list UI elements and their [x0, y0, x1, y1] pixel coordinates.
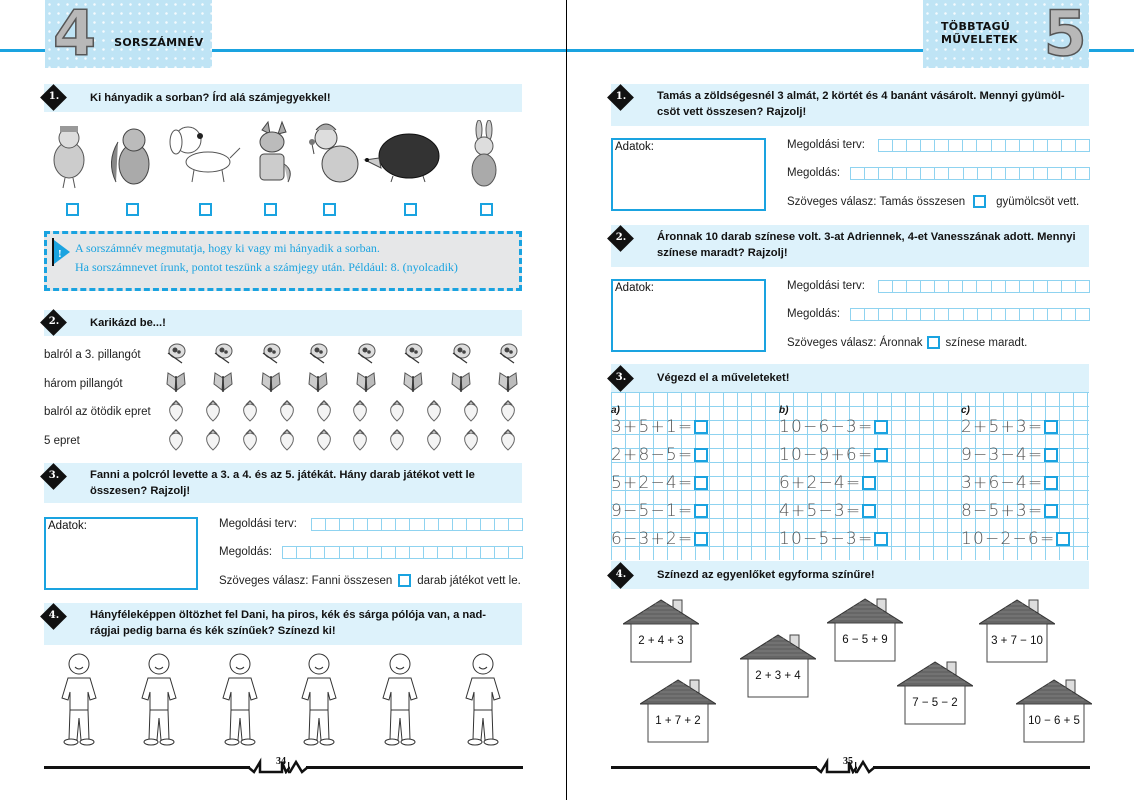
- task-text: Karikázd be...!: [90, 317, 166, 329]
- butterfly-icon[interactable]: [496, 370, 520, 394]
- answer-box[interactable]: [199, 203, 212, 216]
- result-box[interactable]: [1056, 532, 1070, 546]
- row-label: három pillangót: [44, 378, 123, 390]
- info-line-2: Ha sorszámnevet írunk, pontot teszünk a számjegy után. Például: 8. (nyolcadik): [75, 260, 458, 274]
- math-expression: [961, 529, 1070, 549]
- math-expression: [779, 473, 876, 493]
- plan-input[interactable]: [878, 280, 1090, 293]
- task-number: 2.: [615, 232, 627, 243]
- expression-text: 10−6−3=: [779, 417, 874, 437]
- task-1-bar: [611, 84, 1089, 126]
- butterfly-icon[interactable]: [449, 341, 473, 365]
- result-box[interactable]: [694, 532, 708, 546]
- answer-box[interactable]: [404, 203, 417, 216]
- row-label: 5 epret: [44, 435, 80, 447]
- math-expression: [611, 529, 708, 549]
- strawberry-icon[interactable]: [385, 428, 409, 452]
- solution-label: Megoldás:: [787, 167, 841, 179]
- chapter-title: [941, 20, 1018, 46]
- answer-box[interactable]: [480, 203, 493, 216]
- expression-text: 9−5−1=: [611, 501, 694, 521]
- row-label: balról a 3. pillangót: [44, 349, 141, 361]
- strawberry-icon[interactable]: [459, 428, 483, 452]
- result-box[interactable]: [862, 476, 876, 490]
- strawberry-icon[interactable]: [275, 399, 299, 423]
- result-box[interactable]: [874, 532, 888, 546]
- solution-input[interactable]: [282, 546, 523, 559]
- task-number: 4.: [48, 610, 60, 621]
- task-text-line-1: Áronnak 10 darab színese volt. 3-at Adriennek, 4-et Vanesszának adott. Mennyi: [657, 231, 1076, 243]
- result-box[interactable]: [694, 476, 708, 490]
- math-expression: [611, 501, 708, 521]
- page-number: 35: [843, 756, 853, 767]
- house-expression: 6 − 5 + 9: [842, 634, 888, 646]
- butterfly-icon[interactable]: [164, 341, 188, 365]
- strawberry-icon[interactable]: [496, 428, 520, 452]
- page-number-notch: [855, 752, 875, 774]
- task-text-line-1: Fanni a polcról levette a 3. a 4. és az 5. játékát. Hány darab játékot vett le: [90, 469, 475, 481]
- answer-box[interactable]: [323, 203, 336, 216]
- strawberry-icon[interactable]: [201, 428, 225, 452]
- expression-text: 10−2−6=: [961, 529, 1056, 549]
- task-number: 3.: [615, 372, 627, 383]
- task-text-line-1: Tamás a zöldségesnél 3 almát, 2 körtét és 4 banánt vásárolt. Mennyi gyümöl-: [657, 90, 1065, 102]
- butterfly-icon[interactable]: [401, 370, 425, 394]
- task-text-line-2: csöt vett összesen? Rajzolj!: [657, 106, 807, 118]
- butterfly-icon[interactable]: [306, 341, 330, 365]
- math-expression: [611, 473, 708, 493]
- header-line: [1089, 49, 1134, 52]
- expression-text: 10−9+6=: [779, 445, 874, 465]
- butterfly-icon[interactable]: [164, 370, 188, 394]
- butterfly-icon[interactable]: [259, 370, 283, 394]
- answer-box[interactable]: [126, 203, 139, 216]
- math-expression: [611, 417, 708, 437]
- data-box[interactable]: [611, 279, 766, 352]
- butterfly-icon[interactable]: [306, 370, 330, 394]
- math-expression: [961, 417, 1058, 437]
- strawberry-icon[interactable]: [164, 428, 188, 452]
- butterfly-icon[interactable]: [354, 370, 378, 394]
- boy-figure-icon[interactable]: [377, 652, 423, 748]
- strawberry-icon[interactable]: [201, 399, 225, 423]
- info-box: [44, 231, 522, 291]
- task-2-bar: [44, 310, 522, 336]
- strawberry-icon[interactable]: [496, 399, 520, 423]
- math-expression: [961, 501, 1058, 521]
- task-number: 4.: [615, 569, 627, 580]
- math-expression: [961, 445, 1058, 465]
- task-text: Ki hányadik a sorban? Írd alá számjegyekkel!: [90, 92, 331, 104]
- header-line: [212, 49, 567, 52]
- task-2-bar: [611, 225, 1089, 267]
- answer-prefix: Szöveges válasz: Fanni összesen: [219, 574, 393, 587]
- house-icon[interactable]: [827, 597, 903, 663]
- answer-prefix: Szöveges válasz: Tamás összesen: [787, 195, 966, 208]
- strawberry-icon[interactable]: [422, 428, 446, 452]
- expression-text: 6+2−4=: [779, 473, 862, 493]
- expression-text: 2+8−5=: [611, 445, 694, 465]
- chapter-tile: [45, 0, 212, 68]
- math-expression: [611, 445, 708, 465]
- math-expression: [779, 417, 888, 437]
- expression-text: 9−3−4=: [961, 445, 1044, 465]
- result-box[interactable]: [1044, 504, 1058, 518]
- solution-label: Megoldás:: [787, 308, 841, 320]
- boy-figure-icon[interactable]: [460, 652, 506, 748]
- strawberry-icon[interactable]: [348, 428, 372, 452]
- math-expression: [779, 445, 888, 465]
- house-expression: 3 + 7 − 10: [991, 635, 1043, 647]
- house-icon[interactable]: [740, 633, 816, 699]
- plan-input[interactable]: [878, 139, 1090, 152]
- house-expression: 10 − 6 + 5: [1028, 715, 1080, 727]
- expression-text: 10−5−3=: [779, 529, 874, 549]
- result-box[interactable]: [694, 448, 708, 462]
- strawberry-icon[interactable]: [385, 399, 409, 423]
- dog-icon: [162, 122, 242, 184]
- house-expression: 7 − 5 − 2: [912, 697, 958, 709]
- expression-text: 3+5+1=: [611, 417, 694, 437]
- plan-input[interactable]: [311, 518, 523, 531]
- data-label: Adatok:: [615, 141, 654, 153]
- boy-figure-icon[interactable]: [136, 652, 182, 748]
- strawberry-icon[interactable]: [312, 428, 336, 452]
- expression-text: 8−5+3=: [961, 501, 1044, 521]
- chapter-title: SORSZÁMNÉV: [114, 35, 204, 49]
- strawberry-icon[interactable]: [238, 428, 262, 452]
- expression-text: 5+2−4=: [611, 473, 694, 493]
- house-expression: 2 + 4 + 3: [638, 635, 684, 647]
- plan-label: Megoldási terv:: [787, 280, 865, 292]
- result-box[interactable]: [1044, 476, 1058, 490]
- data-box[interactable]: [611, 138, 766, 211]
- squirrel-icon: [104, 122, 154, 188]
- footer-line: [306, 766, 523, 769]
- task-1-bar: [44, 84, 522, 112]
- solution-input[interactable]: [850, 308, 1090, 321]
- answer-sentence: [219, 574, 521, 587]
- task-3-bar: [44, 463, 522, 503]
- answer-box[interactable]: [264, 203, 277, 216]
- house-expression: 2 + 3 + 4: [755, 670, 801, 682]
- answer-sentence: [787, 336, 1027, 349]
- column-label: c): [961, 405, 970, 416]
- butterfly-icon[interactable]: [354, 341, 378, 365]
- expression-text: 6−3+2=: [611, 529, 694, 549]
- task-text-line-1: Hányféleképpen öltözhet fel Dani, ha piros, kék és sárga pólója van, a nad-: [90, 609, 487, 621]
- house-icon[interactable]: [1016, 678, 1092, 744]
- data-label: Adatok:: [48, 520, 87, 532]
- result-box[interactable]: [694, 504, 708, 518]
- math-expression: [961, 473, 1058, 493]
- task-text: Színezd az egyenlőket egyforma színűre!: [657, 569, 875, 581]
- chapter-title-line-2: MŰVELETEK: [941, 33, 1018, 46]
- strawberry-icon[interactable]: [164, 399, 188, 423]
- strawberry-icon[interactable]: [459, 399, 483, 423]
- answer-suffix: darab játékot vett le.: [417, 574, 521, 587]
- page-number: 34: [276, 756, 286, 767]
- result-box[interactable]: [874, 448, 888, 462]
- chapter-tile: [923, 0, 1089, 68]
- page-number-notch: [288, 752, 308, 774]
- result-box[interactable]: [862, 504, 876, 518]
- butterfly-icon[interactable]: [401, 341, 425, 365]
- task-text-line-2: rágjai pedig barna és kék színűek? Színezd ki!: [90, 625, 336, 637]
- row-label: balról az ötödik epret: [44, 406, 151, 418]
- boy-figure-icon[interactable]: [296, 652, 342, 748]
- header-line: [0, 49, 45, 52]
- task-number: 1.: [615, 91, 627, 102]
- answer-box[interactable]: [398, 574, 411, 587]
- expression-text: 3+6−4=: [961, 473, 1044, 493]
- strawberry-icon[interactable]: [422, 399, 446, 423]
- expression-text: 2+5+3=: [961, 417, 1044, 437]
- answer-prefix: Szöveges válasz: Áronnak: [787, 336, 923, 349]
- answer-box[interactable]: [927, 336, 940, 349]
- boy-figure-icon[interactable]: [56, 652, 102, 748]
- task-3-bar: [611, 364, 1089, 392]
- fox-icon: [250, 120, 294, 190]
- hedgehog-icon: [363, 128, 443, 184]
- data-box[interactable]: [44, 517, 198, 590]
- chapter-digit: 5: [1043, 0, 1087, 70]
- result-box[interactable]: [1044, 420, 1058, 434]
- column-label: b): [779, 405, 789, 416]
- footer-line: [44, 766, 250, 769]
- butterfly-icon[interactable]: [211, 341, 235, 365]
- butterfly-icon[interactable]: [496, 341, 520, 365]
- house-icon[interactable]: [640, 678, 716, 744]
- data-label: Adatok:: [615, 282, 654, 294]
- result-box[interactable]: [694, 420, 708, 434]
- answer-suffix: színese maradt.: [945, 336, 1028, 349]
- answer-sentence: [787, 195, 1079, 208]
- math-expression: [779, 501, 876, 521]
- butterfly-icon[interactable]: [259, 341, 283, 365]
- task-text-line-2: színese maradt? Rajzolj!: [657, 247, 788, 259]
- butterfly-icon[interactable]: [211, 370, 235, 394]
- house-icon[interactable]: [979, 598, 1055, 664]
- footer-line: [873, 766, 1090, 769]
- answer-suffix: gyümölcsöt vett.: [996, 195, 1080, 208]
- plan-label: Megoldási terv:: [787, 139, 865, 151]
- task-number: 3.: [48, 470, 60, 481]
- plan-label: Megoldási terv:: [219, 518, 297, 530]
- solution-label: Megoldás:: [219, 546, 273, 558]
- footer-line: [611, 766, 817, 769]
- rabbit-icon: [463, 120, 505, 190]
- info-icon-text: !: [58, 248, 62, 260]
- task-text: Végezd el a műveleteket!: [657, 372, 790, 384]
- task-number: 1.: [48, 91, 60, 102]
- strawberry-icon[interactable]: [348, 399, 372, 423]
- task-4-bar: [611, 561, 1089, 589]
- boy-figure-icon[interactable]: [217, 652, 263, 748]
- result-box[interactable]: [874, 420, 888, 434]
- strawberry-icon[interactable]: [275, 428, 299, 452]
- answer-box[interactable]: [66, 203, 79, 216]
- turtle-icon: [306, 118, 362, 190]
- result-box[interactable]: [1044, 448, 1058, 462]
- solution-input[interactable]: [850, 167, 1090, 180]
- chapter-title-line-1: TÖBBTAGÚ: [941, 20, 1011, 33]
- answer-box[interactable]: [973, 195, 986, 208]
- strawberry-icon[interactable]: [238, 399, 262, 423]
- house-icon[interactable]: [897, 660, 973, 726]
- header-line: [567, 49, 923, 52]
- info-line-1: A sorszámnév megmutatja, hogy ki vagy mi hányadik a sorban.: [75, 241, 380, 255]
- house-expression: 1 + 7 + 2: [655, 715, 701, 727]
- right-page: [567, 0, 1134, 800]
- math-expression: [779, 529, 888, 549]
- chick-icon: [47, 120, 91, 190]
- task-text-line-2: összesen? Rajzolj!: [90, 485, 191, 497]
- strawberry-icon[interactable]: [312, 399, 336, 423]
- column-label: a): [611, 405, 620, 416]
- task-4-bar: [44, 603, 522, 645]
- task-number: 2.: [48, 316, 60, 327]
- chapter-digit: 4: [53, 0, 97, 70]
- butterfly-icon[interactable]: [449, 370, 473, 394]
- expression-text: 4+5−3=: [779, 501, 862, 521]
- house-icon[interactable]: [623, 598, 699, 664]
- exclamation-icon: [52, 238, 72, 266]
